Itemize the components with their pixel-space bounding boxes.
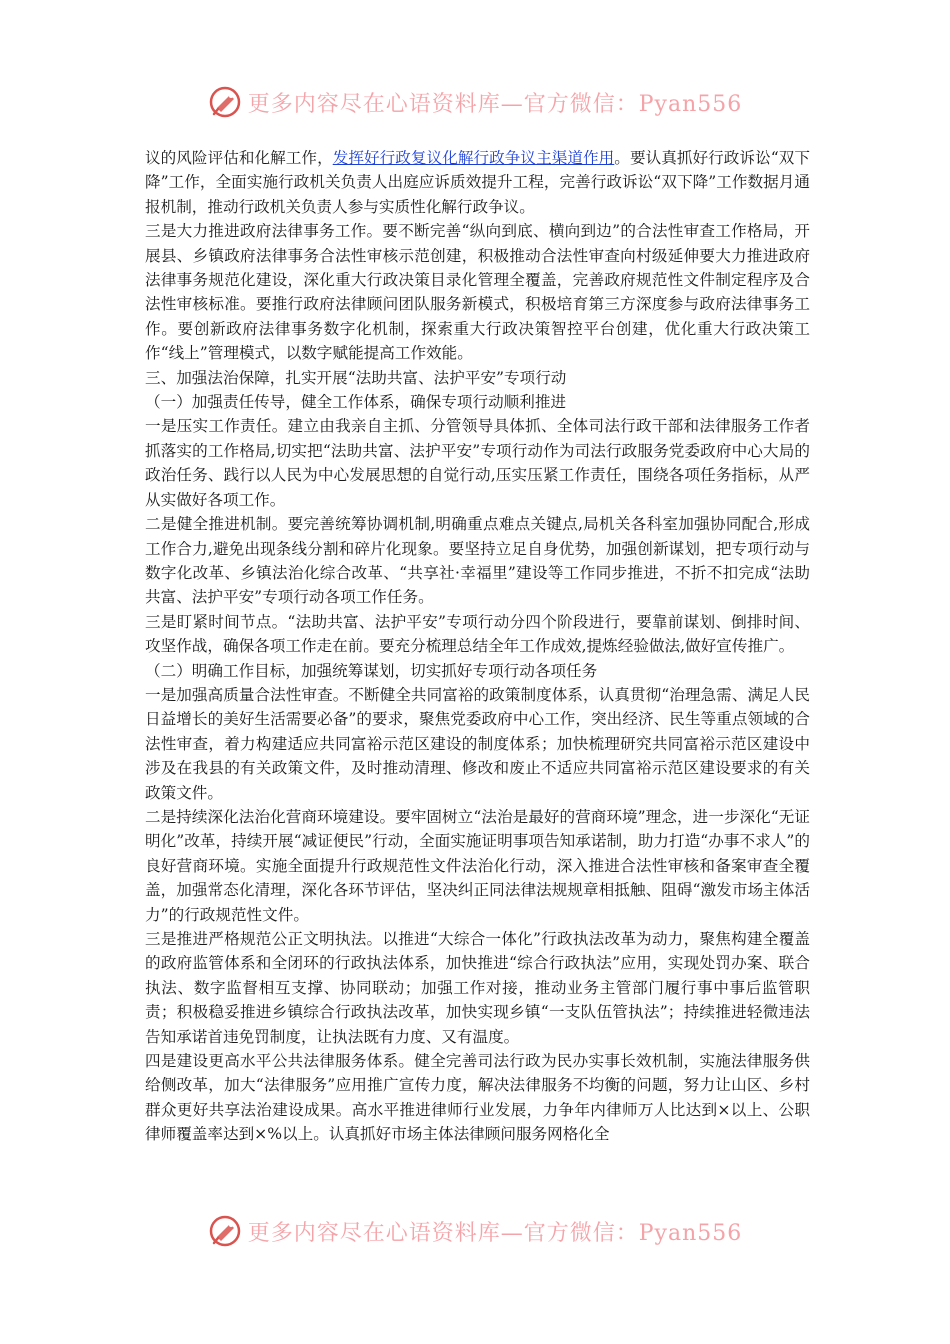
logo-icon [208, 1214, 242, 1248]
watermark-text: 更多内容尽在心语资料库—官方微信：Pyan556 [247, 1220, 743, 1246]
subsection-heading: （二）明确工作目标，加强统筹谋划，切实抓好专项行动各项任务 [145, 661, 598, 680]
subsection-heading: （一）加强责任传导，健全工作体系，确保专项行动顺利推进 [145, 393, 567, 412]
paragraph-text: 。要认真抓好行政诉讼“双下降”工作，全面实施行政机关负责人出庭应诉质效提升工程，完善行政诉讼“双下降”工作数据月通报机制，推动行政机关负责人参与实质性化解行政争议。 [145, 149, 810, 216]
header-watermark-banner [0, 82, 950, 122]
paragraph: 二是健全推进机制。要完善统筹协调机制,明确重点难点关键点,局机关各科室加强协同配合,形成工作合力,避免出现条线分割和碎片化现象。要坚持立足自身优势，加强创新谋划，把专项行动与数字化改革、乡镇法治化综合改革、“共享社·幸福里”建设等工作同步推进，不折不扣完成“法助共富、法护平安”专项行动各项工作任务。 [145, 515, 810, 607]
inline-link[interactable]: 发挥好行政复议化解行政争议主渠道作用 [332, 149, 615, 167]
logo-icon [208, 85, 242, 119]
paragraph: 三是推进严格规范公正文明执法。以推进“大综合一体化”行政执法改革为动力，聚焦构建全覆盖的政府监管体系和全闭环的行政执法体系，加快推进“综合行政执法”应用，实现处罚办案、联合执法、数字监督相互支撑、协同联动；加强工作对接，推动业务主管部门履行事中事后监管职责；积极稳妥推进乡镇综合行政执法改革，加快实现乡镇“一支队伍管执法”；持续推进轻微违法告知承诺首违免罚制度，让执法既有力度、又有温度。 [145, 930, 810, 1046]
footer-watermark-banner [0, 1211, 950, 1251]
section-heading: 三、加强法治保障，扎实开展“法助共富、法护平安”专项行动 [145, 368, 567, 387]
paragraph: 三是大力推进政府法律事务工作。要不断完善“纵向到底、横向到边”的合法性审查工作格局，开展县、乡镇政府法律事务合法性审核示范创建，积极推动合法性审查向村级延伸要大力推进政府法律事务规范化建设，深化重大行政决策目录化管理全覆盖，完善政府规范性文件制定程序及合法性审核标准。要推行政府法律顾问团队服务新模式，积极培育第三方深度参与政府法律事务工作。要创新政府法律事务数字化机制，探索重大行政决策智控平台创建，优化重大行政决策工作“线上”管理模式，以数字赋能提高工作效能。 [145, 222, 810, 363]
paragraph: 一是压实工作责任。建立由我亲自主抓、分管领导具体抓、全体司法行政干部和法律服务工作者抓落实的工作格局,切实把“法助共富、法护平安”专项行动作为司法行政服务党委政府中心大局的政治任务、践行以人民为中心发展思想的自觉行动,压实压紧工作责任，围绕各项任务指标，从严从实做好各项工作。 [145, 417, 810, 509]
watermark-text: 更多内容尽在心语资料库—官方微信：Pyan556 [247, 91, 743, 117]
paragraph: 二是持续深化法治化营商环境建设。要牢固树立“法治是最好的营商环境”理念，进一步深化“无证明化”改革，持续开展“减证便民”行动，全面实施证明事项告知承诺制，助力打造“办事不求人”的良好营商环境。实施全面提升行政规范性文件法治化行动，深入推进合法性审核和备案审查全覆盖，加强常态化清理，深化各环节评估，坚决纠正同法律法规规章相抵触、阻碍“激发市场主体活力”的行政规范性文件。 [145, 807, 810, 924]
document-body [145, 146, 810, 1147]
paragraph: 三是盯紧时间节点。“法助共富、法护平安”专项行动分四个阶段进行，要靠前谋划、倒排时间、攻坚作战，确保各项工作走在前。要充分梳理总结全年工作成效,提炼经验做法,做好宣传推广。 [145, 612, 810, 656]
paragraph: 四是建设更高水平公共法律服务体系。健全完善司法行政为民办实事长效机制，实施法律服务供给侧改革，加大“法律服务”应用推广宣传力度，解决法律服务不均衡的问题，努力让山区、乡村群众更好共享法治建设成果。高水平推进律师行业发展，力争年内律师万人比达到×以上、公职律师覆盖率达到×%以上。认真抓好市场主体法律顾问服务网格化全 [145, 1052, 810, 1144]
paragraph-text: 议的风险评估和化解工作， [145, 149, 333, 167]
paragraph: 一是加强高质量合法性审查。不断健全共同富裕的政策制度体系，认真贯彻“治理急需、满足人民日益增长的美好生活需要必备”的要求，聚焦党委政府中心工作，突出经济、民生等重点领域的合法性审查，着力构建适应共同富裕示范区建设的制度体系；加快梳理研究共同富裕示范区建设中涉及在我县的有关政策文件，及时推动清理、修改和废止不适应共同富裕示范区建设要求的有关政策文件。 [145, 685, 810, 802]
paragraph [145, 146, 810, 219]
